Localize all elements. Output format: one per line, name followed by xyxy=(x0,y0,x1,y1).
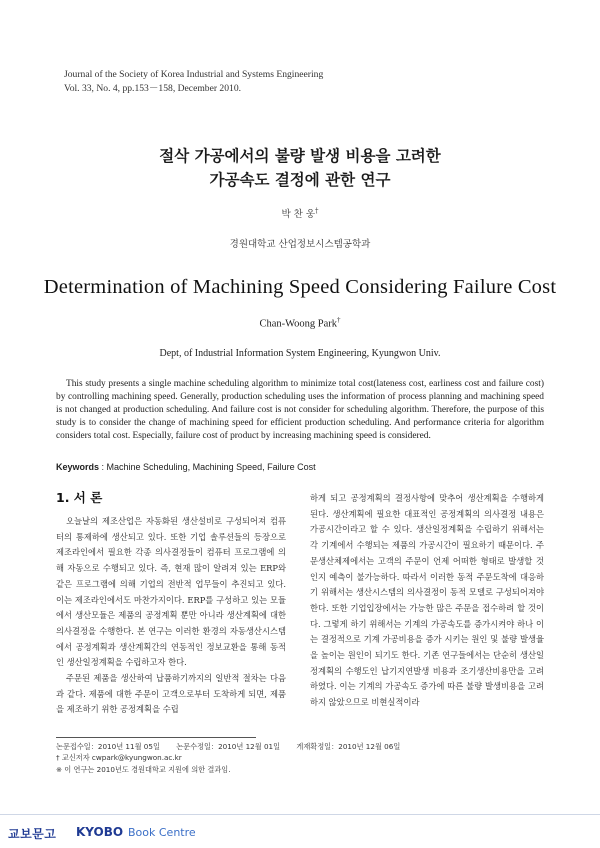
footnote-dates xyxy=(56,741,414,752)
received-date: 논문접수일：2010년 11월 05일 xyxy=(56,742,160,751)
author-english-mark: † xyxy=(337,316,341,324)
body-paragraph: 오늘날의 제조산업은 자동화된 생산설비로 구성되어져 컴퓨터의 통제하에 생산되고 있다. 또한 기업 솔루션들의 등장으로 제조라인에서 필요한 각종 의사결정들이 컴퓨터 프로그램에 의해 자동으로 수행되고 있다. 즉, 현재 많이 알려져 있는 ERP와 같은 프로그램에 의해 기업의 전반적 업무들이 추진되고 있다. 이는 제조라인에서도 마찬가지이다. ERP를 구성하고 있는 모듈에서 생산모듈은 제품의 공정계획 뿐만 아니라 생산계획에 대한 의사결정을 수행한다. 본 연구는 이러한 환경의 자동생산시스템에서 공정계획과 생산계획간의 연동적인 정보교환을 통해 동적인 생산일정계획을 수립하고자 한다. xyxy=(56,516,286,668)
corresponding-author: † 교신저자 cwpark@kyungwon.ac.kr xyxy=(56,753,182,763)
author-korean xyxy=(0,206,600,220)
title-korean-line1: 절삭 가공에서의 불량 발생 비용을 고려한 xyxy=(159,147,441,165)
revised-date: 논문수정일：2010년 12월 01일 xyxy=(176,742,281,751)
author-english xyxy=(0,316,600,330)
journal-citation xyxy=(64,68,323,96)
journal-volume: Vol. 33, No. 4, pp.153－158, December 2010. xyxy=(64,83,242,94)
body-right-column xyxy=(310,491,544,711)
footnotes xyxy=(56,741,414,775)
affiliation-english: Dept, of Industrial Information System Engineering, Kyungwon Univ. xyxy=(159,348,441,359)
body-paragraph: 하게 되고 공정계획의 결정사항에 맞추어 생산계획을 수행하게 된다. 생산계획에 필요한 대표적인 공정계획의 의사결정 내용은 가공시간이라고 할 수 있다. 생산일정계획을 수립하기 위해서는 각 기계에서 수행되는 제품의 가공시간이 필요하기 때문이다. 주문생산체제에서는 고객의 주문이 언제 어떠한 형태로 발생할 것인지 예측이 불가능하다. 따라서 이러한 동적 주문도착에 대응하기 위해서는 생산시스템의 의사결정이 동적 모델로 구성되어져야 한다. 또한 기업입장에서는 가능한 많은 주문을 접수하려 할 것이다. 그렇게 하기 위해서는 기계의 가공속도를 증가시켜야 하나 이는 결정적으로 기계 가공비용을 증가 시키는 원인 및 불량 발생율을 높이는 원인이 되기도 한다. 기존 연구들에서는 단순히 생산일정계획의 수행도인 납기지연발생 비용과 조기생산비용만을 고려하였다. 이는 기계의 가공속도 증가에 따른 불량 발생비용을 고려하지 않았으므로 비현실적이라 xyxy=(310,493,544,708)
title-korean xyxy=(0,144,600,192)
funding-note: ※ 이 연구는 2010년도 경원대학교 지원에 의한 결과임. xyxy=(56,764,231,774)
accepted-date: 게재확정일：2010년 12월 06일 xyxy=(296,742,401,751)
footnote-divider xyxy=(56,737,256,738)
abstract: This study presents a single machine scheduling algorithm to minimize total cost(lateness cost, earliness cost and failure cost) by controlling machining speed. Generally, production scheduling uses the information of process planning and machining speed is not changed at production scheduling. And failure cost is not consider for scheduling algorithm. Therefore, the purpose of this study is to consider the change of machining speed for efficient production scheduling. And performance criteria for algorithm considers total cost. Especially, failure cost of product by increasing machining speed is considered. xyxy=(56,379,544,442)
title-korean-line2: 가공속도 결정에 관한 연구 xyxy=(209,171,391,189)
author-korean-name: 박 찬 웅 xyxy=(281,209,316,220)
keywords xyxy=(56,462,316,472)
author-english-name: Chan-Woong Park xyxy=(259,318,338,330)
body-left-column xyxy=(56,514,286,718)
affiliation-korean: 경원대학교 산업정보시스템공학과 xyxy=(229,239,371,250)
keywords-label: Keywords xyxy=(56,462,100,472)
kyobo-logo-english: KYOBO xyxy=(76,825,124,839)
author-mark: † xyxy=(315,206,319,215)
banner-divider xyxy=(0,814,600,815)
kyobo-logo-book-centre: Book Centre xyxy=(128,826,196,839)
keywords-separator: : xyxy=(99,462,107,472)
body-paragraph: 주문된 제품을 생산하여 납품하기까지의 일반적 절차는 다음과 같다. 제품에 대한 주문이 고객으로부터 도착하게 되면, 제품을 제조하기 위한 공정계획을 수립 xyxy=(56,673,286,715)
kyobo-logo-korean: 교보문고 xyxy=(8,827,57,841)
keywords-text: Machine Scheduling, Machining Speed, Failure Cost xyxy=(106,462,316,472)
journal-name: Journal of the Society of Korea Industrial and Systems Engineering xyxy=(64,69,324,80)
title-english: Determination of Machining Speed Considering Failure Cost xyxy=(43,276,557,298)
section-heading: 1. 서 론 xyxy=(56,490,103,505)
